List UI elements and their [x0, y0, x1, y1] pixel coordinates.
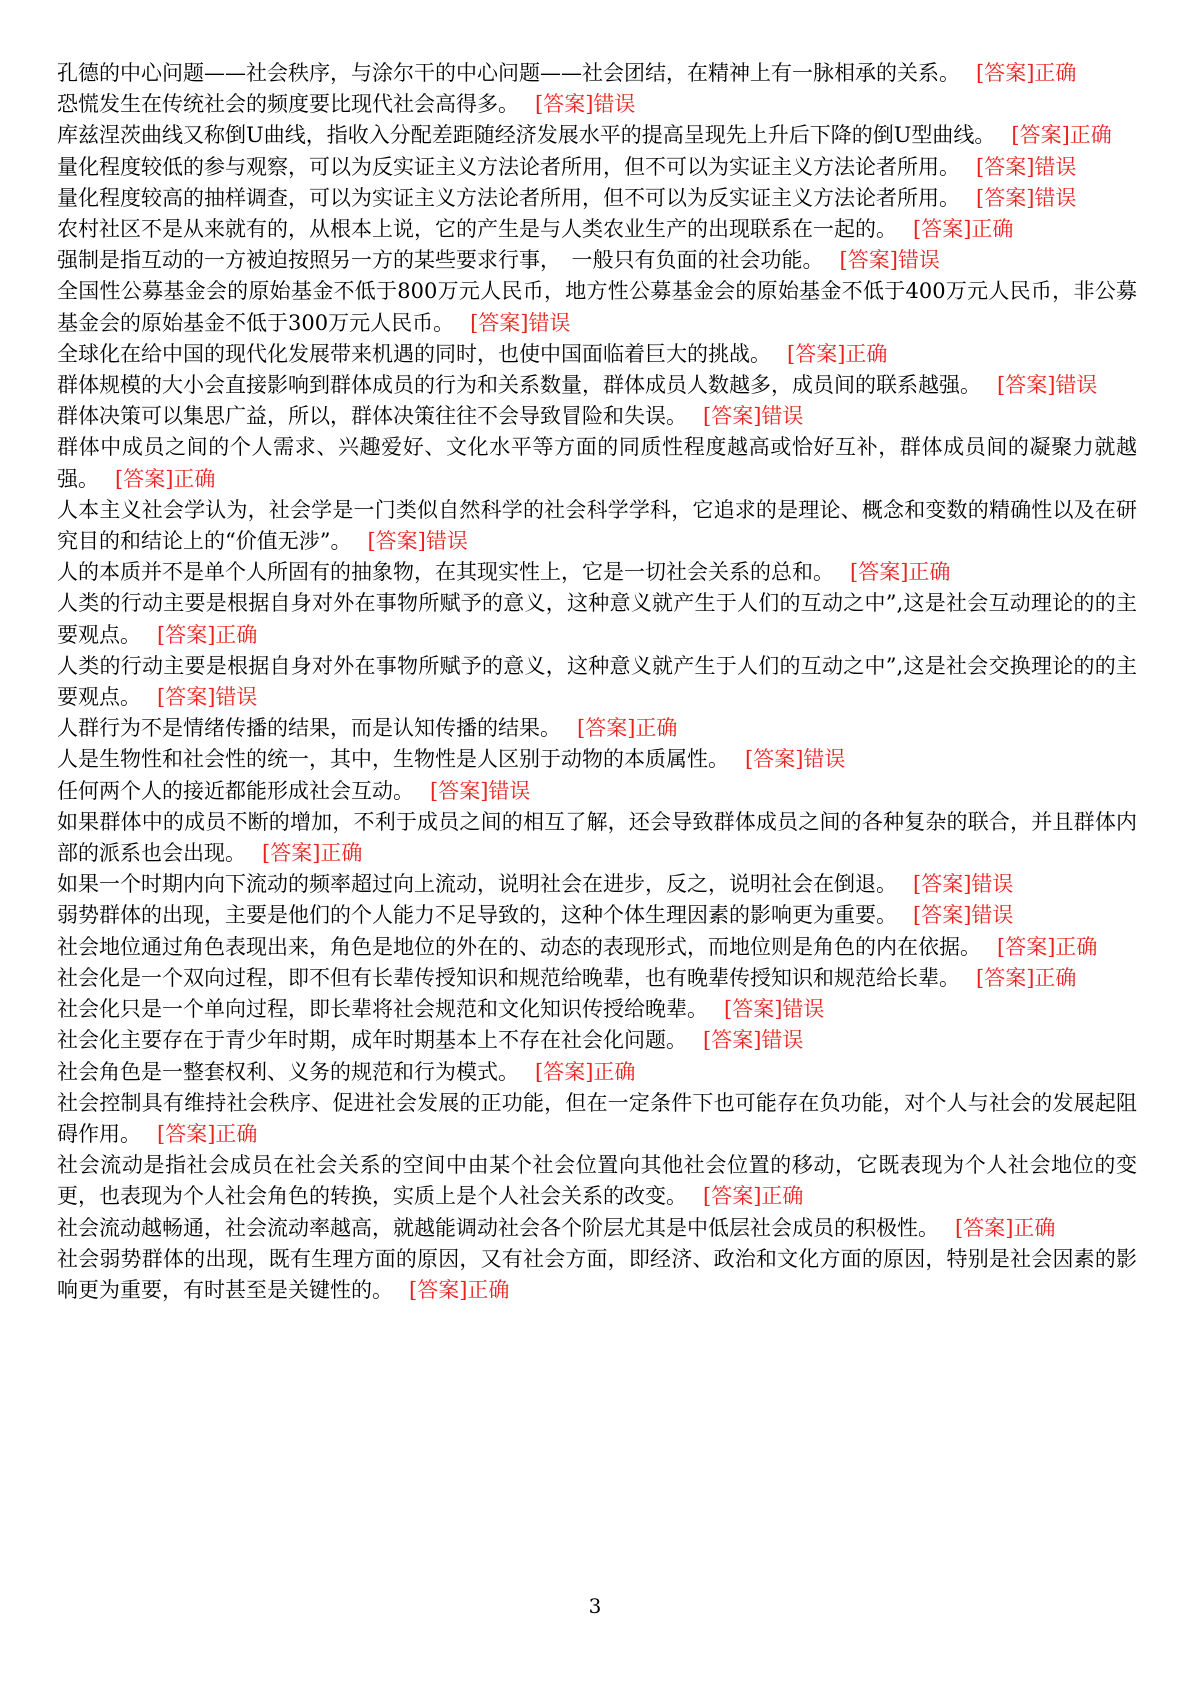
statement-item — [57, 370, 1137, 401]
statement-item — [57, 120, 1137, 151]
page-number: 3 — [588, 1594, 602, 1618]
answer-label: [答案]正确 — [997, 934, 1098, 959]
answer-label: [答案]错误 — [724, 997, 825, 1022]
statement-text: 人的本质并不是单个人所固有的抽象物，在其现实性上，它是一切社会关系的总和。 — [57, 560, 834, 585]
statement-text: 群体规模的大小会直接影响到群体成员的行为和关系数量，群体成员人数越多，成员间的联系越强。 — [57, 373, 981, 398]
statement-item — [57, 339, 1137, 370]
answer-label: [答案]错误 — [976, 154, 1077, 179]
answer-label: [答案]错误 — [913, 903, 1014, 928]
answer-label: [答案]错误 — [997, 373, 1098, 398]
statement-item — [57, 214, 1137, 245]
statement-text: 群体中成员之间的个人需求、兴趣爱好、文化水平等方面的同质性程度越高或恰好互补，群体成员间的凝聚力就越强。 — [57, 435, 1137, 491]
answer-label: [答案]正确 — [787, 341, 888, 366]
statement-text: 弱势群体的出现，主要是他们的个人能力不足导致的，这种个体生理因素的影响更为重要。 — [57, 903, 897, 928]
answer-label: [答案]正确 — [976, 61, 1077, 85]
statement-item — [57, 963, 1137, 994]
statement-text: 恐慌发生在传统社会的频度要比现代社会高得多。 — [57, 92, 519, 117]
answer-label: [答案]错误 — [367, 529, 468, 554]
answer-label: [答案]正确 — [157, 622, 258, 647]
statement-item — [57, 432, 1137, 494]
statement-text: 群体决策可以集思广益，所以，群体决策往往不会导致冒险和失误。 — [57, 404, 687, 429]
answer-label: [答案]正确 — [535, 1059, 636, 1084]
answer-label: [答案]正确 — [703, 1184, 804, 1209]
answer-label: [答案]正确 — [850, 560, 951, 585]
answer-label: [答案]正确 — [955, 1215, 1056, 1240]
answer-label: [答案]正确 — [577, 716, 678, 741]
statement-text: 社会化主要存在于青少年时期，成年时期基本上不存在社会化问题。 — [57, 1028, 687, 1053]
answer-label: [答案]错误 — [976, 185, 1077, 210]
statement-item — [57, 1057, 1137, 1088]
statement-text: 社会化是一个双向过程，即不但有长辈传授知识和规范给晚辈，也有晚辈传授知识和规范给长辈。 — [57, 965, 960, 990]
statement-text: 社会控制具有维持社会秩序、促进社会发展的正功能，但在一定条件下也可能存在负功能，对个人与社会的发展起阻碍作用。 — [57, 1090, 1137, 1146]
statement-item — [57, 651, 1137, 713]
answer-label: [答案]正确 — [976, 965, 1077, 990]
statement-item — [57, 245, 1137, 276]
statement-text: 社会化只是一个单向过程，即长辈将社会规范和文化知识传授给晚辈。 — [57, 997, 708, 1022]
answer-label: [答案]错误 — [470, 310, 571, 335]
statement-item — [57, 58, 1137, 89]
statement-text: 强制是指互动的一方被迫按照另一方的某些要求行事， 一般只有负面的社会功能。 — [57, 248, 824, 273]
answer-label: [答案]错误 — [157, 685, 258, 710]
statement-text: 任何两个人的接近都能形成社会互动。 — [57, 778, 414, 803]
document-body — [57, 58, 1137, 1306]
answer-label: [答案]正确 — [409, 1277, 510, 1302]
statement-text: 全国性公募基金会的原始基金不低于800万元人民币，地方性公募基金会的原始基金不低于400万元人民币，非公募基金会的原始基金不低于300万元人民币。 — [57, 279, 1137, 335]
statement-item — [57, 276, 1137, 338]
statement-item — [57, 495, 1137, 557]
statement-text: 库兹涅茨曲线又称倒U曲线，指收入分配差距随经济发展水平的提高呈现先上升后下降的倒U型曲线。 — [57, 123, 996, 148]
statement-item — [57, 869, 1137, 900]
statement-text: 社会地位通过角色表现出来，角色是地位的外在的、动态的表现形式，而地位则是角色的内在依据。 — [57, 934, 981, 959]
statement-item — [57, 932, 1137, 963]
statement-text: 人本主义社会学认为，社会学是一门类似自然科学的社会科学学科，它追求的是理论、概念和变数的精确性以及在研究目的和结论上的“价值无涉”。 — [57, 497, 1137, 554]
statement-text: 孔德的中心问题——社会秩序，与涂尔干的中心问题——社会团结，在精神上有一脉相承的关系。 — [57, 61, 960, 85]
statement-item — [57, 557, 1137, 588]
answer-label: [答案]正确 — [115, 466, 216, 491]
answer-label: [答案]正确 — [157, 1121, 258, 1146]
answer-label: [答案]错误 — [535, 92, 636, 117]
answer-label: [答案]错误 — [703, 1028, 804, 1053]
statement-text: 量化程度较低的参与观察，可以为反实证主义方法论者所用，但不可以为实证主义方法论者所用。 — [57, 154, 960, 179]
statement-text: 量化程度较高的抽样调查，可以为实证主义方法论者所用，但不可以为反实证主义方法论者所用。 — [57, 185, 960, 210]
answer-label: [答案]正确 — [1011, 123, 1112, 148]
statement-text: 社会弱势群体的出现，既有生理方面的原因，又有社会方面，即经济、政治和文化方面的原因，特别是社会因素的影响更为重要，有时甚至是关键性的。 — [57, 1246, 1137, 1302]
statement-text: 社会流动越畅通，社会流动率越高，就越能调动社会各个阶层尤其是中低层社会成员的积极性。 — [57, 1215, 939, 1240]
statement-item — [57, 1025, 1137, 1056]
statement-item — [57, 401, 1137, 432]
answer-label: [答案]错误 — [913, 872, 1014, 897]
statement-item — [57, 1213, 1137, 1244]
statement-item — [57, 1088, 1137, 1150]
statement-text: 人类的行动主要是根据自身对外在事物所赋予的意义，这种意义就产生于人们的互动之中”,这是社会交换理论的的主要观点。 — [57, 653, 1137, 710]
statement-item — [57, 1150, 1137, 1212]
statement-item — [57, 900, 1137, 931]
statement-item — [57, 776, 1137, 807]
answer-label: [答案]错误 — [745, 747, 846, 772]
statement-item — [57, 89, 1137, 120]
statement-text: 如果群体中的成员不断的增加，不利于成员之间的相互了解，还会导致群体成员之间的各种复杂的联合，并且群体内部的派系也会出现。 — [57, 809, 1137, 866]
statement-text: 人群行为不是情绪传播的结果，而是认知传播的结果。 — [57, 716, 561, 741]
statement-item — [57, 807, 1137, 869]
statement-text: 社会角色是一整套权利、义务的规范和行为模式。 — [57, 1059, 519, 1084]
statement-item — [57, 994, 1137, 1025]
statement-item — [57, 152, 1137, 183]
statement-item — [57, 183, 1137, 214]
answer-label: [答案]错误 — [839, 248, 940, 273]
statement-item — [57, 588, 1137, 650]
answer-label: [答案]错误 — [430, 778, 531, 803]
statement-text: 全球化在给中国的现代化发展带来机遇的同时，也使中国面临着巨大的挑战。 — [57, 341, 771, 366]
answer-label: [答案]正确 — [913, 217, 1014, 242]
statement-item — [57, 1244, 1137, 1306]
statement-item — [57, 744, 1137, 775]
statement-text: 农村社区不是从来就有的，从根本上说，它的产生是与人类农业生产的出现联系在一起的。 — [57, 217, 897, 242]
statement-text: 社会流动是指社会成员在社会关系的空间中由某个社会位置向其他社会位置的移动，它既表现为个人社会地位的变更，也表现为个人社会角色的转换，实质上是个人社会关系的改变。 — [57, 1153, 1137, 1209]
statement-item — [57, 713, 1137, 744]
statement-text: 人是生物性和社会性的统一，其中，生物性是人区别于动物的本质属性。 — [57, 747, 729, 772]
answer-label: [答案]错误 — [703, 404, 804, 429]
answer-label: [答案]正确 — [262, 841, 363, 866]
statement-text: 人类的行动主要是根据自身对外在事物所赋予的意义，这种意义就产生于人们的互动之中”,这是社会互动理论的的主要观点。 — [57, 591, 1137, 647]
statement-text: 如果一个时期内向下流动的频率超过向上流动，说明社会在进步，反之，说明社会在倒退。 — [57, 872, 897, 897]
